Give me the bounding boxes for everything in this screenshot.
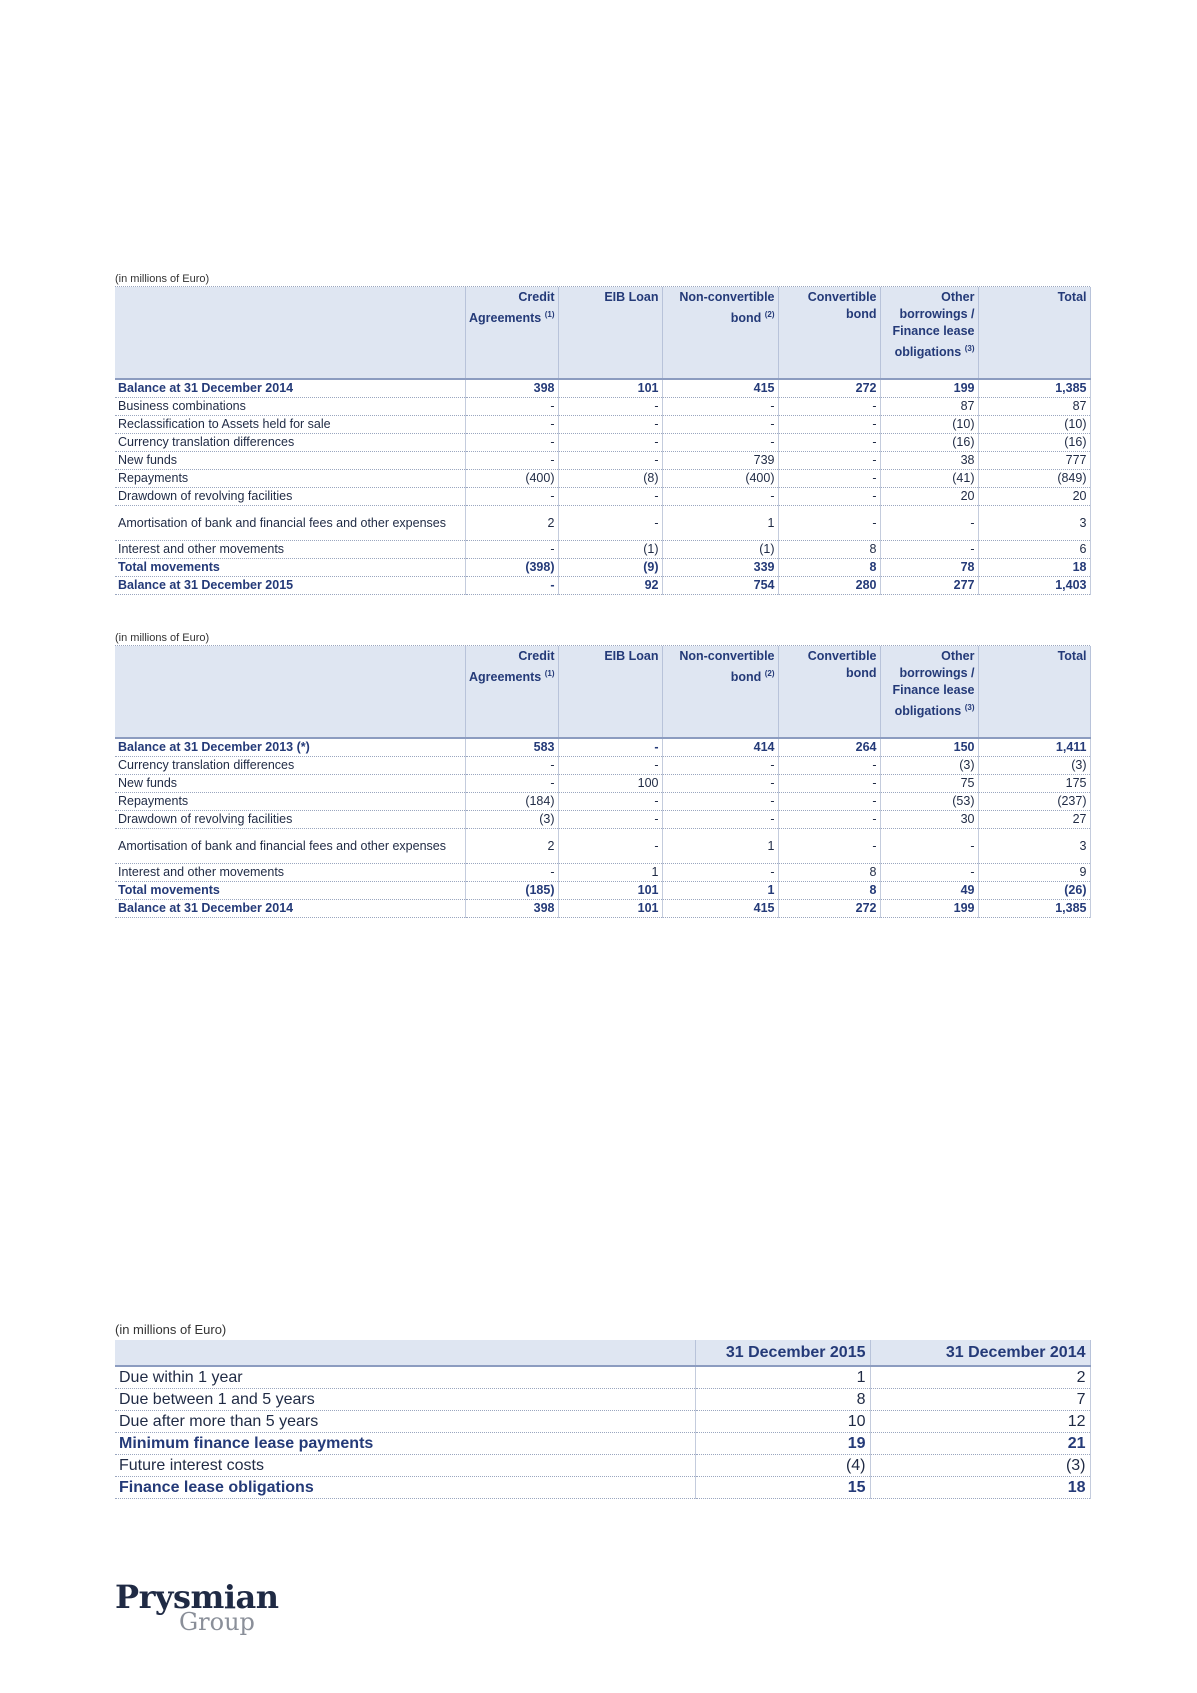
table2-col-header-6: Total <box>978 646 1090 738</box>
cell-value: 272 <box>778 900 880 918</box>
cell-value: - <box>778 434 880 452</box>
footnote-marker: (3) <box>964 703 975 712</box>
table-row <box>115 1477 1090 1499</box>
table-row <box>115 577 1090 595</box>
cell-value: - <box>558 434 662 452</box>
cell-value: (4) <box>695 1455 870 1477</box>
cell-value: - <box>662 775 778 793</box>
cell-value: - <box>778 757 880 775</box>
table-row <box>115 775 1090 793</box>
row-label: Interest and other movements <box>115 541 465 559</box>
table1 <box>115 287 1091 595</box>
cell-value: (398) <box>465 559 558 577</box>
table3 <box>115 1340 1091 1499</box>
row-label: Reclassification to Assets held for sale <box>115 416 465 434</box>
cell-value: 339 <box>662 559 778 577</box>
row-label: Repayments <box>115 793 465 811</box>
table-row <box>115 488 1090 506</box>
cell-value: 101 <box>558 379 662 398</box>
cell-value: (1) <box>558 541 662 559</box>
cell-value: (3) <box>978 757 1090 775</box>
cell-value: - <box>880 864 978 882</box>
cell-value: (26) <box>978 882 1090 900</box>
table-row <box>115 811 1090 829</box>
table1-col-header-1: Credit Agreements $^{(1)}$ <box>465 287 558 379</box>
table2-col-header-3: Non-convertible bond $^{(2)}$ <box>662 646 778 738</box>
logo-line2: Group <box>179 1608 255 1636</box>
cell-value: 739 <box>662 452 778 470</box>
cell-value: 1 <box>695 1366 870 1389</box>
table-row <box>115 1389 1090 1411</box>
cell-value: 9 <box>978 864 1090 882</box>
cell-value: 199 <box>880 900 978 918</box>
table-row <box>115 1433 1090 1455</box>
table-row <box>115 379 1090 398</box>
cell-value: (400) <box>662 470 778 488</box>
table-row <box>115 452 1090 470</box>
cell-value: 27 <box>978 811 1090 829</box>
row-label: Amortisation of bank and financial fees and other expenses <box>115 829 465 864</box>
cell-value: (41) <box>880 470 978 488</box>
table-row <box>115 829 1090 864</box>
cell-value: 2 <box>870 1366 1090 1389</box>
table-row <box>115 541 1090 559</box>
cell-value: (237) <box>978 793 1090 811</box>
cell-value: - <box>558 416 662 434</box>
table-row <box>115 900 1090 918</box>
cell-value: - <box>778 416 880 434</box>
cell-value: (3) <box>880 757 978 775</box>
cell-value: 21 <box>870 1433 1090 1455</box>
table-row <box>115 1411 1090 1433</box>
cell-value: - <box>558 398 662 416</box>
cell-value: 92 <box>558 577 662 595</box>
cell-value: 1 <box>558 864 662 882</box>
table-row <box>115 882 1090 900</box>
cell-value: 1,385 <box>978 379 1090 398</box>
row-label: New funds <box>115 775 465 793</box>
cell-value: - <box>662 757 778 775</box>
table2 <box>115 646 1091 918</box>
cell-value: 75 <box>880 775 978 793</box>
table-row <box>115 1366 1090 1389</box>
table-row <box>115 559 1090 577</box>
cell-value: 49 <box>880 882 978 900</box>
cell-value: - <box>880 829 978 864</box>
cell-value: 15 <box>695 1477 870 1499</box>
cell-value: 1 <box>662 506 778 541</box>
cell-value: (8) <box>558 470 662 488</box>
cell-value: 8 <box>778 541 880 559</box>
cell-value: (400) <box>465 470 558 488</box>
cell-value: - <box>558 811 662 829</box>
footnote-marker: (2) <box>764 669 775 678</box>
row-label: Balance at 31 December 2014 <box>115 379 465 398</box>
cell-value: 18 <box>870 1477 1090 1499</box>
cell-value: 277 <box>880 577 978 595</box>
footnote-marker: (1) <box>544 310 555 319</box>
row-label: Due after more than 5 years <box>115 1411 695 1433</box>
table1-col-header-6: Total <box>978 287 1090 379</box>
cell-value: - <box>465 757 558 775</box>
cell-value: - <box>778 488 880 506</box>
cell-value: 583 <box>465 738 558 757</box>
cell-value: - <box>662 488 778 506</box>
row-label: Due between 1 and 5 years <box>115 1389 695 1411</box>
cell-value: - <box>465 416 558 434</box>
cell-value: 8 <box>778 864 880 882</box>
cell-value: 398 <box>465 379 558 398</box>
cell-value: 18 <box>978 559 1090 577</box>
cell-value: - <box>662 811 778 829</box>
borrowings-movements-2015 <box>115 272 1090 595</box>
row-label: Due within 1 year <box>115 1366 695 1389</box>
row-label: Minimum finance lease payments <box>115 1433 695 1455</box>
row-label: New funds <box>115 452 465 470</box>
table3-col-header-0 <box>115 1340 695 1366</box>
table2-col-header-1: Credit Agreements $^{(1)}$ <box>465 646 558 738</box>
cell-value: 1,411 <box>978 738 1090 757</box>
row-label: Drawdown of revolving facilities <box>115 488 465 506</box>
cell-value: 264 <box>778 738 880 757</box>
cell-value: 6 <box>978 541 1090 559</box>
row-label: Repayments <box>115 470 465 488</box>
cell-value: (1) <box>662 541 778 559</box>
table-row <box>115 434 1090 452</box>
table-row <box>115 506 1090 541</box>
cell-value: 101 <box>558 900 662 918</box>
cell-value: 777 <box>978 452 1090 470</box>
cell-value: - <box>778 506 880 541</box>
table1-col-header-0 <box>115 287 465 379</box>
cell-value: 87 <box>880 398 978 416</box>
cell-value: - <box>558 829 662 864</box>
cell-value: 78 <box>880 559 978 577</box>
cell-value: - <box>465 398 558 416</box>
cell-value: - <box>558 488 662 506</box>
table1-col-header-3: Non-convertible bond $^{(2)}$ <box>662 287 778 379</box>
cell-value: (9) <box>558 559 662 577</box>
cell-value: - <box>778 811 880 829</box>
row-label: Currency translation differences <box>115 434 465 452</box>
table-row <box>115 416 1090 434</box>
row-label: Finance lease obligations <box>115 1477 695 1499</box>
cell-value: (16) <box>880 434 978 452</box>
cell-value: 38 <box>880 452 978 470</box>
cell-value: - <box>558 793 662 811</box>
cell-value: 199 <box>880 379 978 398</box>
cell-value: - <box>778 470 880 488</box>
cell-value: 12 <box>870 1411 1090 1433</box>
cell-value: 87 <box>978 398 1090 416</box>
cell-value: - <box>558 506 662 541</box>
table2-col-header-5: Other borrowings / Finance lease obligations $^{(3)}$ <box>880 646 978 738</box>
cell-value: 1,403 <box>978 577 1090 595</box>
cell-value: 3 <box>978 829 1090 864</box>
cell-value: 7 <box>870 1389 1090 1411</box>
row-label: Total movements <box>115 882 465 900</box>
footnote-marker: (3) <box>964 344 975 353</box>
cell-value: 10 <box>695 1411 870 1433</box>
cell-value: 8 <box>778 882 880 900</box>
cell-value: 150 <box>880 738 978 757</box>
cell-value: - <box>465 541 558 559</box>
cell-value: - <box>662 398 778 416</box>
row-label: Drawdown of revolving facilities <box>115 811 465 829</box>
cell-value: 398 <box>465 900 558 918</box>
cell-value: 754 <box>662 577 778 595</box>
table1-col-header-4: Convertible bond <box>778 287 880 379</box>
cell-value: - <box>778 775 880 793</box>
row-label: Currency translation differences <box>115 757 465 775</box>
cell-value: - <box>662 864 778 882</box>
cell-value: - <box>465 775 558 793</box>
cell-value: 19 <box>695 1433 870 1455</box>
table2-caption: (in millions of Euro) <box>115 631 1090 646</box>
cell-value: 414 <box>662 738 778 757</box>
finance-lease-table <box>115 1320 1090 1499</box>
cell-value: - <box>778 398 880 416</box>
row-label: Business combinations <box>115 398 465 416</box>
table-row <box>115 470 1090 488</box>
table1-col-header-5: Other borrowings / Finance lease obligations $^{(3)}$ <box>880 287 978 379</box>
table-row <box>115 398 1090 416</box>
table-row <box>115 738 1090 757</box>
cell-value: - <box>662 416 778 434</box>
table-row <box>115 864 1090 882</box>
table3-col-header-2: 31 December 2014 <box>870 1340 1090 1366</box>
cell-value: 272 <box>778 379 880 398</box>
footnote-marker: (2) <box>764 310 775 319</box>
cell-value: - <box>558 738 662 757</box>
cell-value: (53) <box>880 793 978 811</box>
table-row <box>115 757 1090 775</box>
table-row <box>115 793 1090 811</box>
table-row <box>115 1455 1090 1477</box>
footnote-marker: (1) <box>544 669 555 678</box>
cell-value: 415 <box>662 900 778 918</box>
cell-value: 20 <box>880 488 978 506</box>
table2-col-header-4: Convertible bond <box>778 646 880 738</box>
cell-value: - <box>465 452 558 470</box>
cell-value: - <box>465 577 558 595</box>
cell-value: - <box>465 864 558 882</box>
borrowings-movements-2014 <box>115 631 1090 918</box>
cell-value: - <box>662 793 778 811</box>
cell-value: 8 <box>695 1389 870 1411</box>
cell-value: 280 <box>778 577 880 595</box>
cell-value: 1,385 <box>978 900 1090 918</box>
cell-value: - <box>662 434 778 452</box>
cell-value: 175 <box>978 775 1090 793</box>
cell-value: (10) <box>978 416 1090 434</box>
cell-value: 20 <box>978 488 1090 506</box>
cell-value: - <box>778 793 880 811</box>
row-label: Balance at 31 December 2013 (*) <box>115 738 465 757</box>
cell-value: 1 <box>662 882 778 900</box>
cell-value: 3 <box>978 506 1090 541</box>
table2-col-header-0 <box>115 646 465 738</box>
cell-value: 2 <box>465 506 558 541</box>
table1-caption: (in millions of Euro) <box>115 272 1090 287</box>
cell-value: 30 <box>880 811 978 829</box>
cell-value: 8 <box>778 559 880 577</box>
cell-value: 415 <box>662 379 778 398</box>
cell-value: 2 <box>465 829 558 864</box>
cell-value: - <box>558 452 662 470</box>
cell-value: - <box>558 757 662 775</box>
cell-value: (3) <box>465 811 558 829</box>
cell-value: (16) <box>978 434 1090 452</box>
cell-value: - <box>880 506 978 541</box>
row-label: Balance at 31 December 2015 <box>115 577 465 595</box>
row-label: Total movements <box>115 559 465 577</box>
table3-col-header-1: 31 December 2015 <box>695 1340 870 1366</box>
row-label: Balance at 31 December 2014 <box>115 900 465 918</box>
cell-value: - <box>778 829 880 864</box>
table2-col-header-2: EIB Loan <box>558 646 662 738</box>
cell-value: - <box>465 488 558 506</box>
cell-value: 101 <box>558 882 662 900</box>
cell-value: (10) <box>880 416 978 434</box>
cell-value: - <box>880 541 978 559</box>
table3-caption: (in millions of Euro) <box>115 1322 227 1337</box>
cell-value: - <box>778 452 880 470</box>
cell-value: 100 <box>558 775 662 793</box>
cell-value: (3) <box>870 1455 1090 1477</box>
table1-col-header-2: EIB Loan <box>558 287 662 379</box>
cell-value: (849) <box>978 470 1090 488</box>
cell-value: (184) <box>465 793 558 811</box>
cell-value: 1 <box>662 829 778 864</box>
logo-line1: Prysmian <box>115 1578 279 1616</box>
cell-value: - <box>465 434 558 452</box>
row-label: Future interest costs <box>115 1455 695 1477</box>
cell-value: (185) <box>465 882 558 900</box>
prysmian-group-logo <box>115 1580 279 1634</box>
row-label: Interest and other movements <box>115 864 465 882</box>
row-label: Amortisation of bank and financial fees and other expenses <box>115 506 465 541</box>
